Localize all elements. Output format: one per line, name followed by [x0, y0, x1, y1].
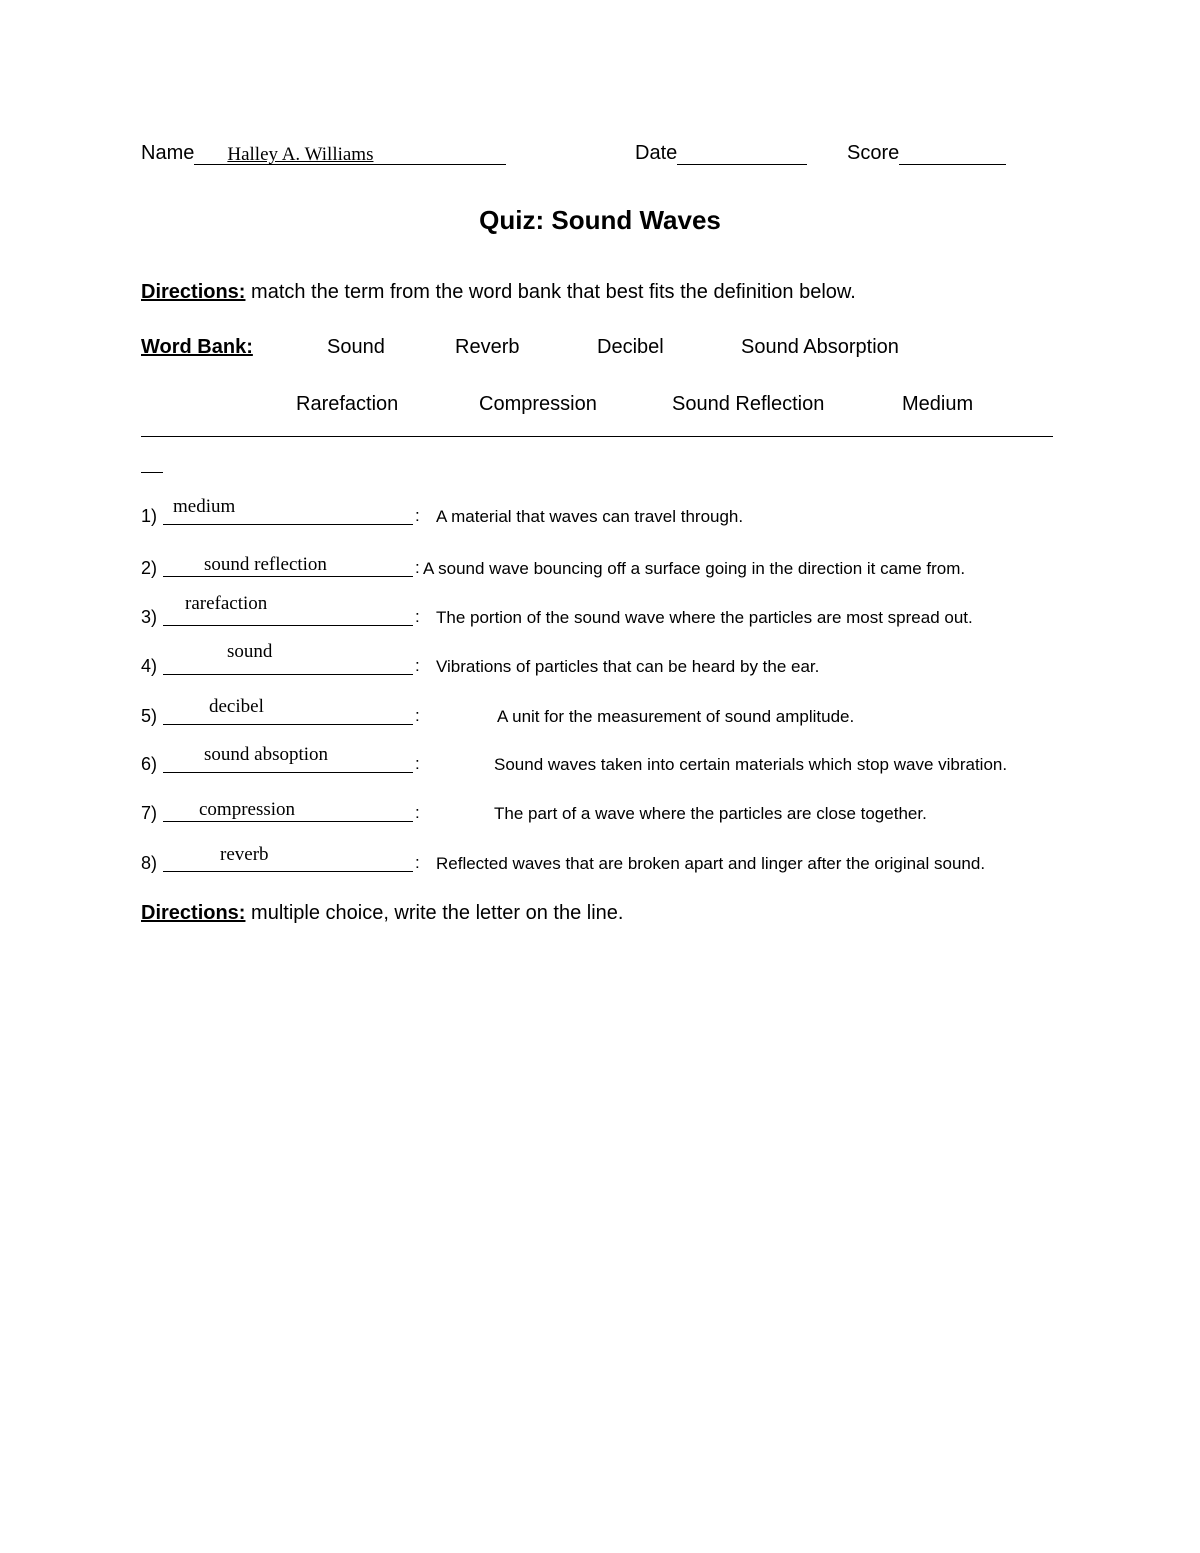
definition-text: A material that waves can travel through.: [436, 507, 744, 526]
answer-line[interactable]: [163, 724, 413, 725]
score-label: Score: [847, 142, 900, 164]
answer-line[interactable]: [163, 625, 413, 626]
answer-text: medium: [173, 496, 236, 517]
directions-matching: [141, 281, 856, 304]
date-field: [635, 142, 807, 165]
question-number: 3): [141, 607, 158, 627]
answer-line[interactable]: [163, 524, 413, 525]
answer-text: sound reflection: [204, 554, 327, 575]
answer-line[interactable]: [163, 772, 413, 773]
score-field: [847, 142, 1006, 165]
question-number: 8): [141, 853, 158, 873]
directions-label: Directions:: [141, 281, 246, 303]
date-line[interactable]: [677, 142, 807, 165]
word-bank-term: Reverb: [455, 336, 520, 358]
quiz-title: Quiz: Sound Waves: [479, 205, 721, 235]
question-number: 5): [141, 706, 158, 726]
name-value: Halley A. Williams: [227, 144, 374, 165]
definition-text: Reflected waves that are broken apart and linger after the original sound.: [436, 854, 986, 873]
question-number: 6): [141, 754, 158, 774]
name-field: [141, 142, 506, 165]
answer-text: compression: [199, 799, 296, 820]
answer-text: sound: [227, 641, 273, 662]
directions-text: match the term from the word bank that best fits the definition below.: [251, 281, 856, 303]
separator-line: [141, 436, 1053, 437]
question-number: 2): [141, 558, 158, 578]
definition-text: The portion of the sound wave where the particles are most spread out.: [436, 608, 973, 627]
answer-line[interactable]: [163, 821, 413, 822]
question-number: 4): [141, 656, 158, 676]
word-bank-term: Sound Reflection: [672, 393, 825, 415]
colon: :: [415, 706, 420, 725]
separator-line-continuation: [141, 472, 163, 473]
definition-text: Sound waves taken into certain materials which stop wave vibration.: [494, 755, 1008, 774]
name-line[interactable]: [194, 142, 506, 165]
definition-text: A unit for the measurement of sound amplitude.: [497, 707, 855, 726]
colon: :: [415, 506, 420, 525]
colon: :: [415, 558, 420, 577]
date-label: Date: [635, 142, 678, 164]
question-number: 1): [141, 506, 158, 526]
colon: :: [415, 853, 420, 872]
directions-multiple-choice: [141, 902, 623, 925]
word-bank-label: Word Bank:: [141, 336, 253, 358]
word-bank-term: Sound Absorption: [741, 336, 899, 358]
question-number: 7): [141, 803, 158, 823]
word-bank-term: Compression: [479, 393, 597, 415]
answer-text: reverb: [220, 844, 269, 865]
directions-label: Directions:: [141, 902, 246, 924]
answer-text: rarefaction: [185, 593, 268, 614]
word-bank-term: Decibel: [597, 336, 664, 358]
answer-line[interactable]: [163, 576, 413, 577]
directions-text: multiple choice, write the letter on the line.: [251, 902, 624, 924]
answer-line[interactable]: [163, 871, 413, 872]
answer-text: sound absoption: [204, 744, 329, 765]
word-bank-term: Medium: [902, 393, 974, 415]
word-bank-term: Rarefaction: [296, 393, 399, 415]
colon: :: [415, 754, 420, 773]
answer-text: decibel: [209, 696, 264, 717]
name-label: Name: [141, 142, 195, 164]
score-line[interactable]: [899, 142, 1006, 165]
colon: :: [415, 803, 420, 822]
definition-text: The part of a wave where the particles are close together.: [494, 804, 927, 823]
definition-text: Vibrations of particles that can be heard by the ear.: [436, 657, 820, 676]
word-bank-term: Sound: [327, 336, 385, 358]
colon: :: [415, 607, 420, 626]
colon: :: [415, 656, 420, 675]
definition-text: A sound wave bouncing off a surface going in the direction it came from.: [423, 559, 966, 578]
answer-line[interactable]: [163, 674, 413, 675]
